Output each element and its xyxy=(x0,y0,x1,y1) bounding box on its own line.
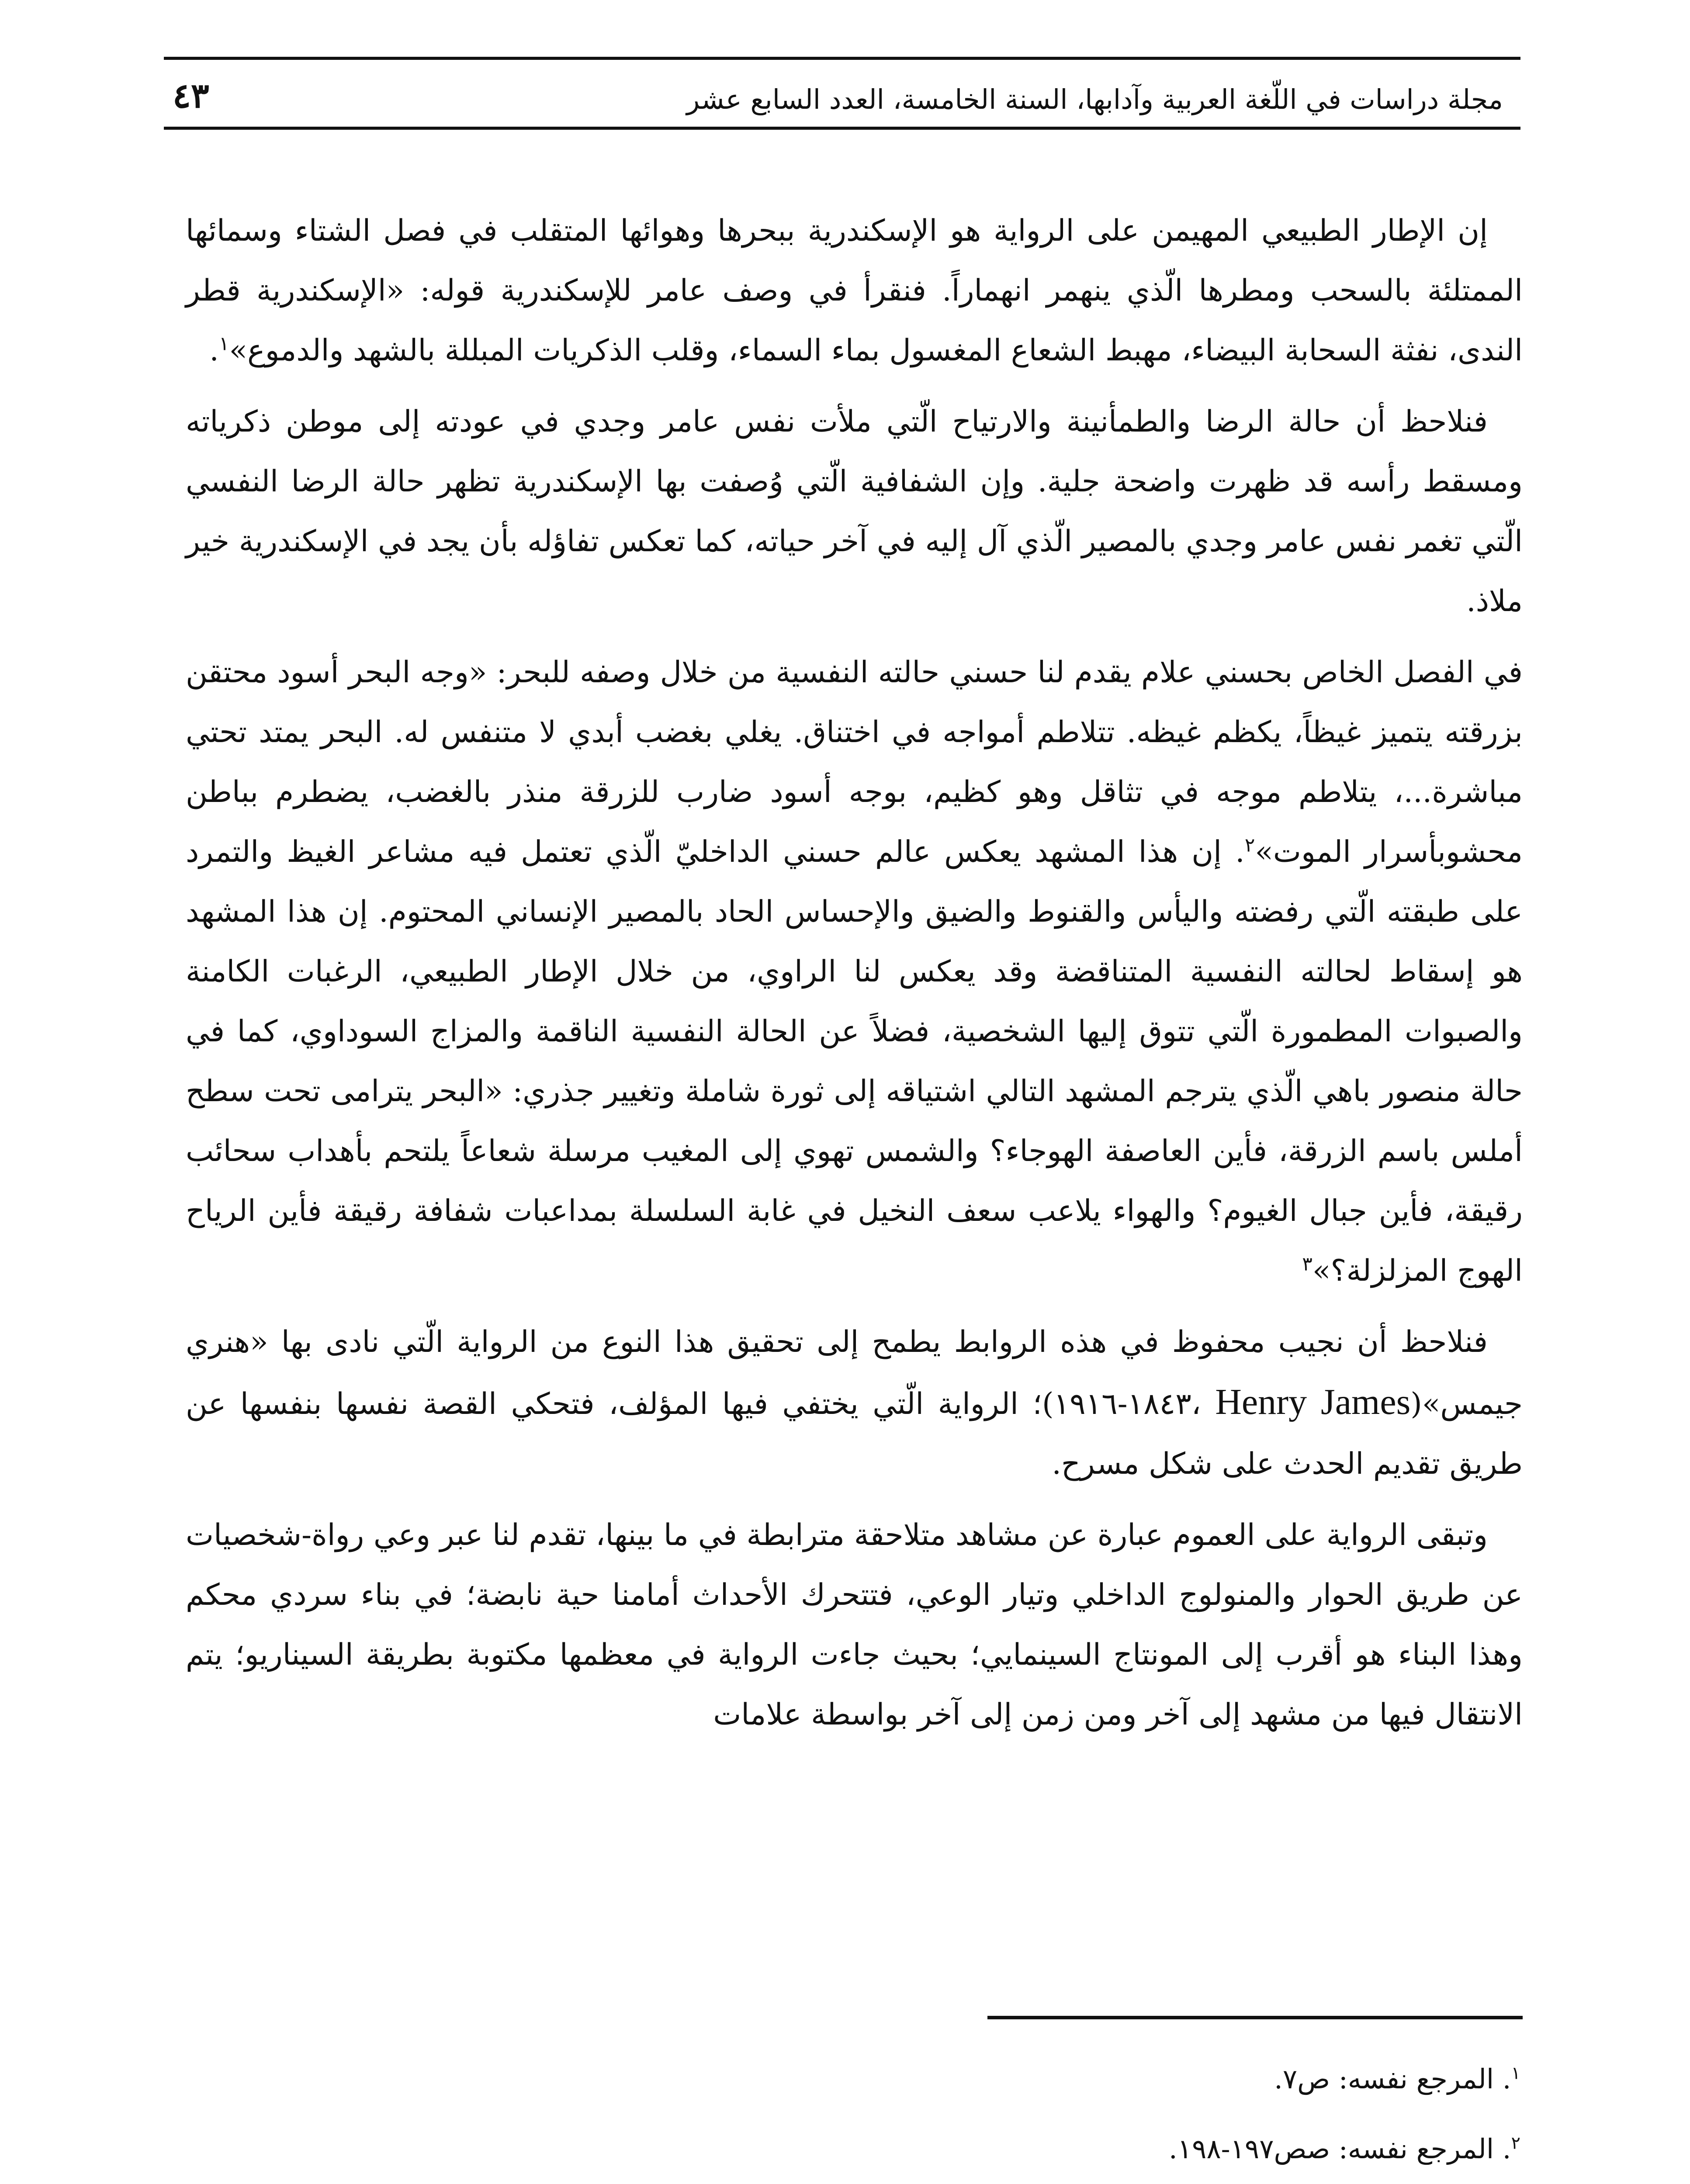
paragraph-3-text: في الفصل الخاص بحسني علام يقدم لنا حسني حالته النفسية من خلال وصفه للبحر: «وجه البحر أسود محتقن بزرقته يتميز غيظاً، يكظم غيظه. تتلاطم أمواجه في اختناق. يغلي بغضب أبدي لا متنفس له. البحر يمتد تحتي مباشرة...، يتلاطم موجه في تثاقل وهو كظيم، بوجه أسود ضارب للزرقة منذر بالغضب، يضطرم بباطن محشوبأسرار الموت» xyxy=(186,655,1523,869)
paragraph-3-tail: . إن هذا المشهد يعكس عالم حسني الداخليّ الّذي تعتمل فيه مشاعر الغيظ والتمرد على طبقته الّتي رفضته واليأس والقنوط والضيق والإحساس الحاد بالمصير الإنساني المحتوم. إن هذا المشهد هو إسقاط لحالته النفسية المتناقضة وقد يعكس لنا الراوي، من خلال الإطار الطبيعي، الرغبات الكامنة والصبوات المطمورة الّتي تتوق إليها الشخصية، فضلاً عن الحالة النفسية الناقمة والمزاج السوداوي، كما في حالة منصور باهي الّذي يترجم المشهد التالي اشتياقه إلى ثورة شاملة وتغيير جذري: «البحر يترامى تحت سطح أملس باسم الزرقة، فأين العاصفة الهوجاء؟ والشمس تهوي إلى المغيب مرسلة شعاعاً يلتحم بأهداب سحائب رقيقة، فأين جبال الغيوم؟ والهواء يلاعب سعف النخيل في غابة السلسلة بمداعبات شفافة رقيقة فأين الرياح الهوج المزلزلة؟» xyxy=(186,835,1523,1288)
page-header xyxy=(164,57,1520,131)
article-body xyxy=(186,201,1523,1756)
footnote-2-text: . المرجع نفسه: صص١٩٧-١٩٨. xyxy=(1169,2133,1511,2165)
paragraph-4-text-before: فنلاحظ أن نجيب محفوظ في هذه الروابط يطمح إلى تحقيق هذا النوع من الرواية الّتي نادى بها «هنري جيمس»( xyxy=(186,1325,1523,1421)
header-top-rule xyxy=(164,57,1520,60)
paragraph-1 xyxy=(186,201,1523,380)
paragraph-1-tail: . xyxy=(209,333,219,368)
footnote-1 xyxy=(987,2044,1520,2114)
paragraph-2 xyxy=(186,392,1523,631)
paragraph-3 xyxy=(186,643,1523,1301)
paragraph-5-text: وتبقى الرواية على العموم عبارة عن مشاهد متلاحقة مترابطة في ما بينها، تقدم لنا عبر وعي رواة-شخصيات عن طريق الحوار والمنولوج الداخلي وتيار الوعي، فتتحرك الأحداث أمامنا حية نابضة؛ في بناء سردي محكم وهذا البناء هو أقرب إلى المونتاج السينمايي؛ بحيث جاءت الرواية في معظمها مكتوبة بطريقة السيناريو؛ يتم الانتقال فيها من مشهد إلى آخر ومن زمن إلى آخر بواسطة علامات xyxy=(186,1518,1523,1732)
footnote-ref-3[interactable]: ٣ xyxy=(1302,1253,1313,1275)
paragraph-1-text: إن الإطار الطبيعي المهيمن على الرواية هو الإسكندرية ببحرها وهوائها المتقلب في فصل الشتاء وسمائها الممتلئة بالسحب ومطرها الّذي ينهمر انهماراً. فنقرأ في وصف عامر للإسكندرية قوله: «الإسكندرية قطر الندى، نفثة السحابة البيضاء، مهبط الشعاع المغسول بماء السماء، وقلب الذكريات المبللة بالشهد والدموع» xyxy=(186,214,1523,368)
page-number: ٤٣ xyxy=(173,76,209,116)
footnote-2-number: ٢ xyxy=(1511,2133,1520,2153)
footnote-1-text: . المرجع نفسه: ص٧. xyxy=(1274,2063,1511,2095)
paragraph-4-text-after: ،١٨٤٣-١٩١٦)؛ الرواية الّتي يختفي فيها المؤلف، فتحكي القصة نفسها بنفسها عن طريق تقديم الحدث على شكل مسرح. xyxy=(186,1387,1523,1481)
footnote-ref-1[interactable]: ١ xyxy=(218,332,229,355)
paragraph-5 xyxy=(186,1505,1523,1745)
header-bottom-rule xyxy=(164,127,1520,130)
footnote-1-number: ١ xyxy=(1511,2063,1520,2084)
latin-name: Henry James xyxy=(1215,1382,1411,1422)
footnote-separator xyxy=(987,2016,1523,2019)
footnote-ref-2[interactable]: ٢ xyxy=(1244,834,1255,857)
paragraph-2-text: فنلاحظ أن حالة الرضا والطمأنينة والارتياح الّتي ملأت نفس عامر وجدي في عودته إلى موطن ذكرياته ومسقط رأسه قد ظهرت واضحة جلية. وإن الشفافية الّتي وُصفت بها الإسكندرية تظهر حالة الرضا النفسي الّتي تغمر نفس عامر وجدي بالمصير الّذي آل إليه في آخر حياته، كما تعكس تفاؤله بأن يجد في الإسكندرية خير ملاذ. xyxy=(186,404,1523,619)
footnote-2 xyxy=(987,2114,1520,2184)
footnotes xyxy=(987,2044,1520,2184)
journal-title: مجلة دراسات في اللّغة العربية وآدابها، السنة الخامسة، العدد السابع عشر xyxy=(686,83,1503,115)
paragraph-4 xyxy=(186,1312,1523,1494)
